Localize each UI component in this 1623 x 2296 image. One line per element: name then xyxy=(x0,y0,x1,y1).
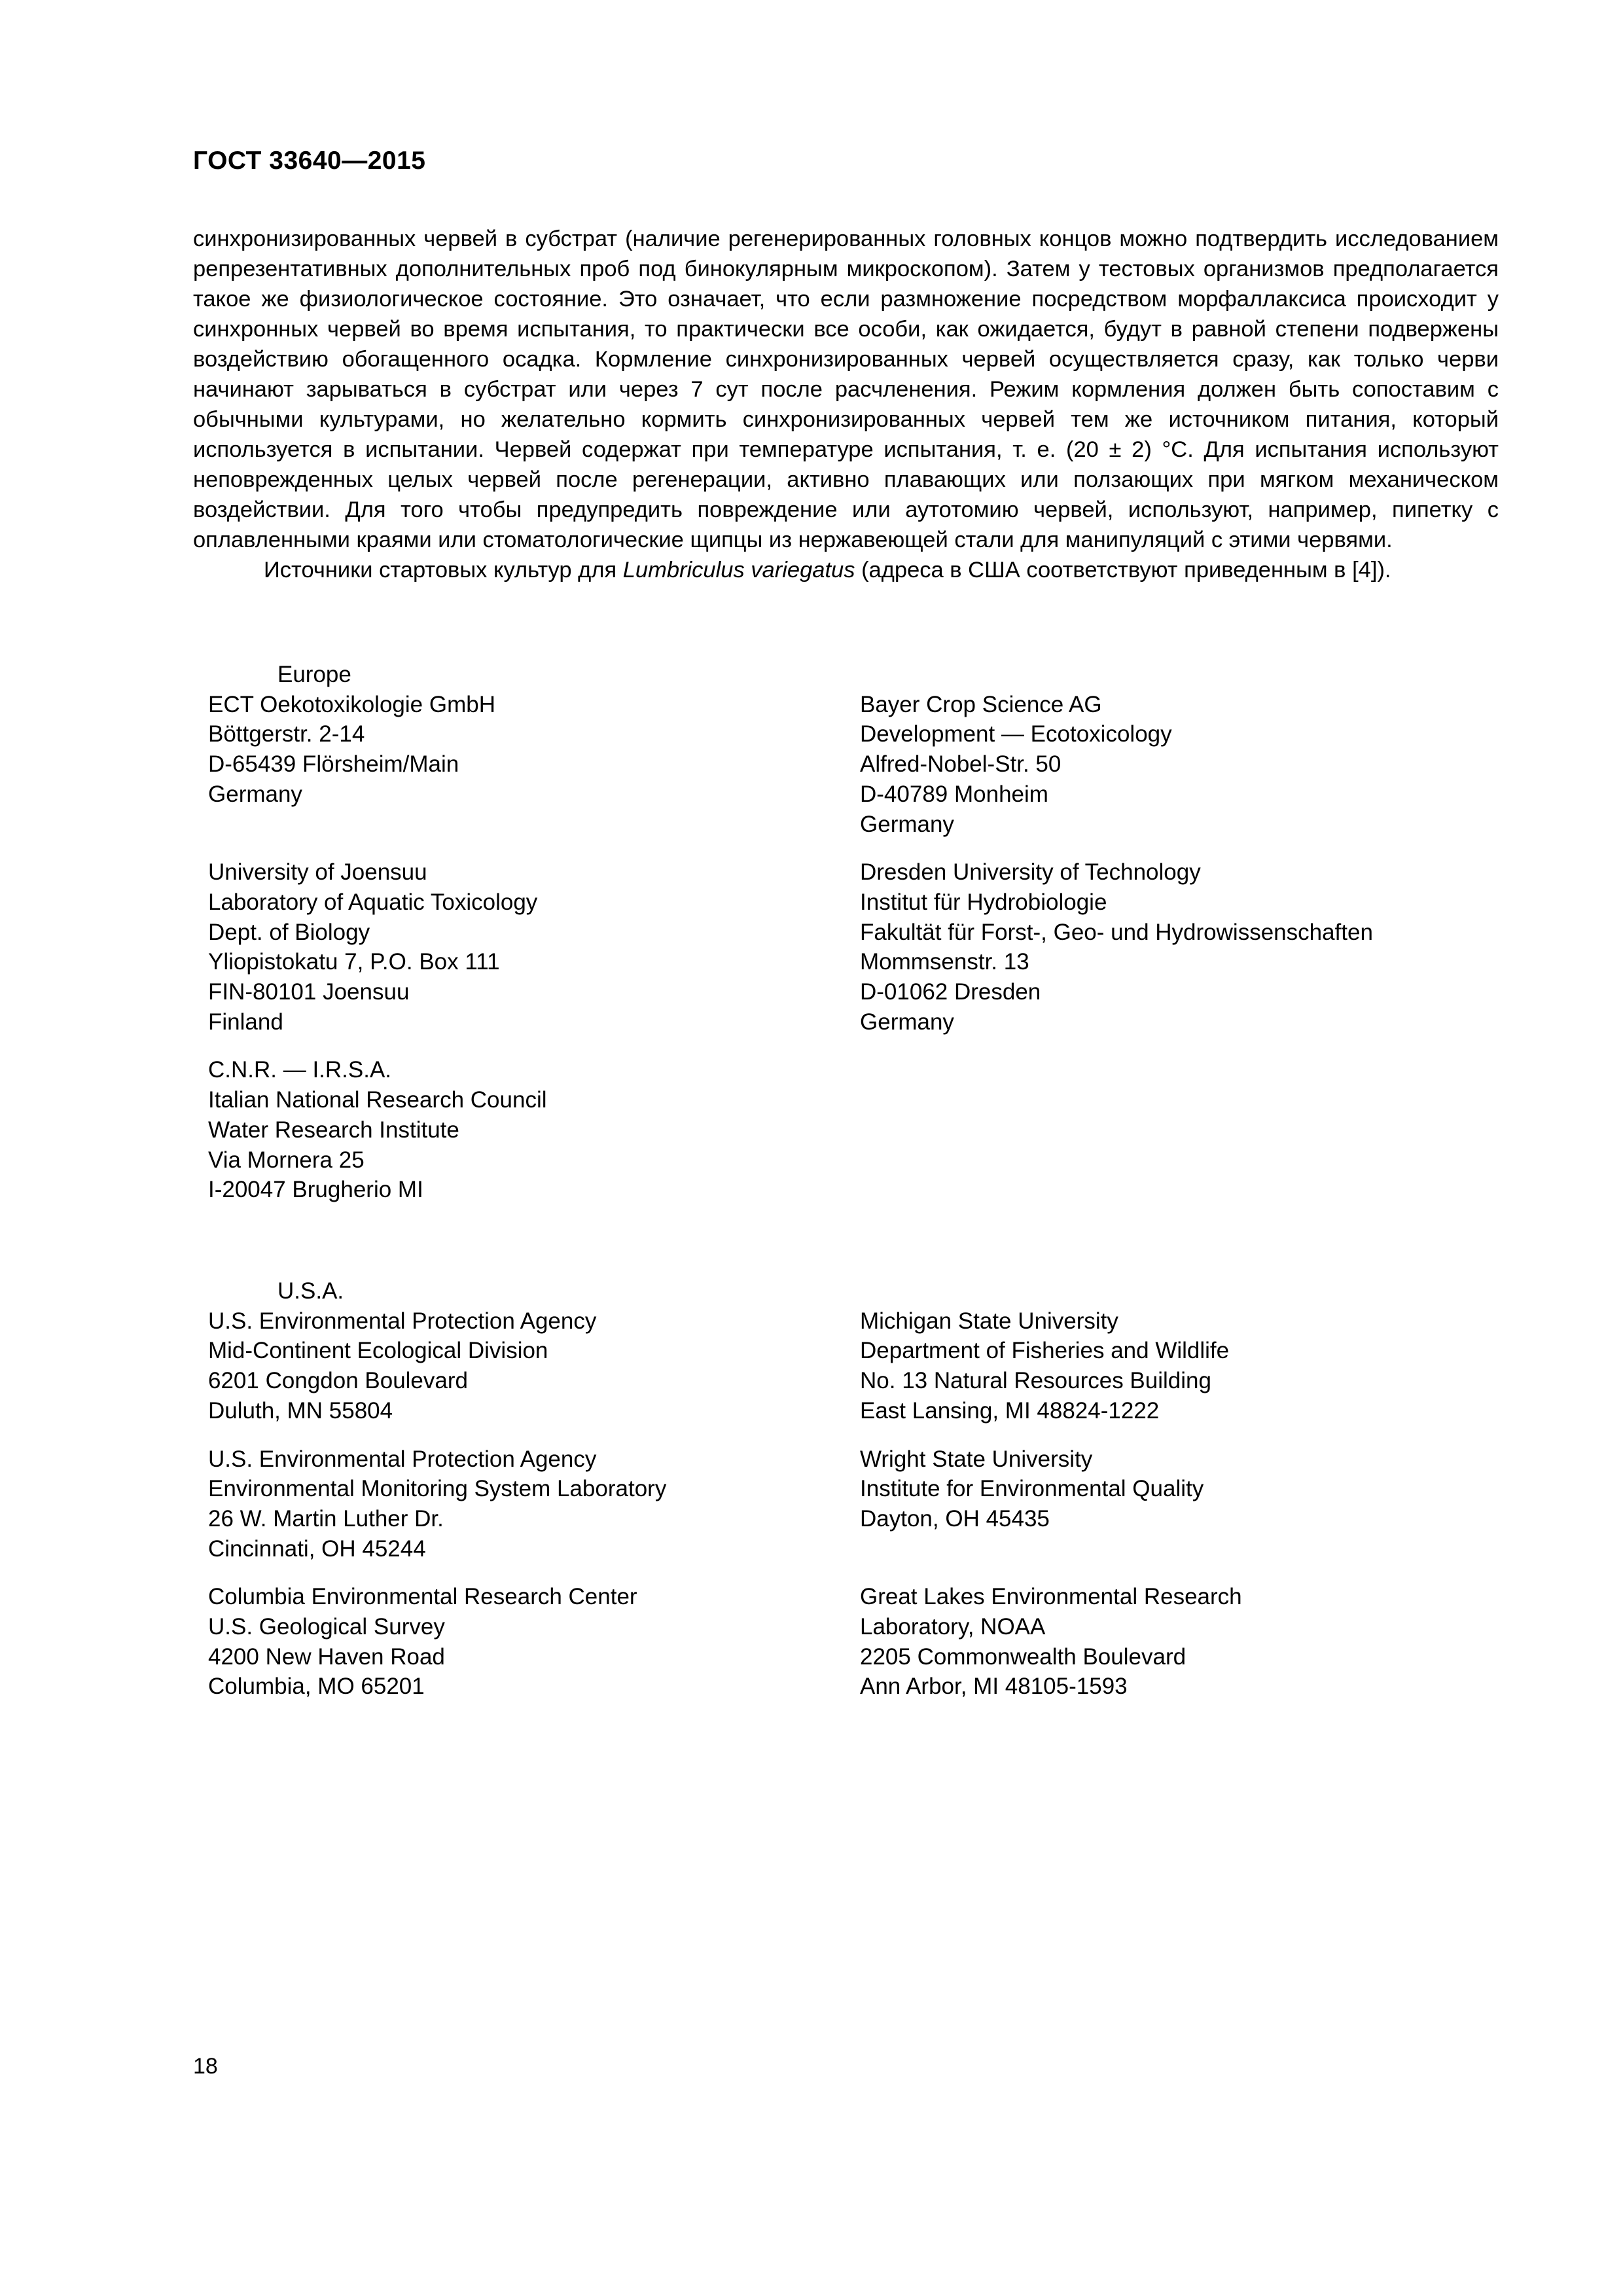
address-line: Yliopistokatu 7, P.O. Box 111 xyxy=(208,949,500,975)
address-block-right xyxy=(860,1306,1514,1426)
address-line: Germany xyxy=(208,781,302,807)
address-block-left xyxy=(208,1444,860,1564)
address-line: 4200 New Haven Road xyxy=(208,1643,445,1670)
species-name: Lumbriculus variegatus xyxy=(622,558,855,583)
paragraph-synchronized-worms: синхронизированных червей в субстрат (наличие регенерированных головных концов можно подтвердить исследованием репрезентативных дополнительных проб под бинокулярным микроскопом). Затем у тестовых организмов предполагается такое же физиологическое состояние. Это означает, что если размножение посредством морфаллаксиса происходит у синхронных червей во время испытания, то практически все особи, как ожидается, будут в равной степени подвержены воздействию обогащенного осадка. Кормление синхронизированных червей осуществляется сразу, как только черви начинают зарываться в субстрат или через 7 сут после расчленения. Режим кормления должен быть сопоставим с обычными культурами, но желательно кормить синхронизированных червей тем же источником питания, который используется в испытании. Червей содержат при температуре испытания, т. е. (20 ± 2) °С. Для испытания используют неповрежденных целых червей после регенерации, активно плавающих или ползающих при мягком механическом воздействии. Для того чтобы предупредить повреждение или аутотомию червей, используют, например, пипетку с оплавленными краями или стоматологические щипцы из нержавеющей стали для манипуляций с этими червями. xyxy=(193,226,1499,552)
address-line: Duluth, MN 55804 xyxy=(208,1397,393,1424)
address-line: Water Research Institute xyxy=(208,1117,459,1143)
address-line: ECT Oekotoxikologie GmbH xyxy=(208,691,495,717)
address-block-right xyxy=(860,1444,1514,1534)
address-block-left xyxy=(208,857,860,1037)
region-label-usa: U.S.A. xyxy=(277,1278,344,1304)
address-line: D-01062 Dresden xyxy=(860,979,1041,1005)
address-line: D-40789 Monheim xyxy=(860,781,1048,807)
address-line: Mid-Continent Ecological Division xyxy=(208,1338,548,1364)
address-row xyxy=(208,1306,1517,1444)
address-line: Ann Arbor, MI 48105-1593 xyxy=(860,1674,1128,1700)
address-line: Cincinnati, OH 45244 xyxy=(208,1535,426,1562)
address-line: 6201 Congdon Boulevard xyxy=(208,1368,468,1394)
address-row xyxy=(208,1582,1517,1720)
address-block-left xyxy=(208,690,860,810)
address-line: Laboratory, NOAA xyxy=(860,1614,1046,1640)
address-line: Great Lakes Environmental Research xyxy=(860,1584,1242,1610)
address-line: Department of Fisheries and Wildlife xyxy=(860,1338,1230,1364)
address-line: Columbia, MO 65201 xyxy=(208,1674,425,1700)
address-line: Italian National Research Council xyxy=(208,1087,547,1113)
page-number: 18 xyxy=(193,2054,218,2079)
address-line: Mommsenstr. 13 xyxy=(860,949,1029,975)
paragraph-culture-sources xyxy=(193,555,1499,585)
address-row xyxy=(208,1055,1517,1223)
address-block-left xyxy=(208,1582,860,1702)
address-line: U.S. Geological Survey xyxy=(208,1614,445,1640)
document-header: ГОСТ 33640—2015 xyxy=(193,147,426,175)
address-line: 26 W. Martin Luther Dr. xyxy=(208,1505,444,1532)
usa-addresses xyxy=(208,1276,1517,1720)
region-label-europe: Europe xyxy=(277,662,351,687)
address-line: 2205 Commonwealth Boulevard xyxy=(860,1643,1186,1670)
address-line: Dresden University of Technology xyxy=(860,859,1201,886)
address-line: No. 13 Natural Resources Building xyxy=(860,1368,1211,1394)
paragraph-culture-sources-prefix: Источники стартовых культур для xyxy=(264,558,623,583)
address-line: East Lansing, MI 48824-1222 xyxy=(860,1397,1160,1424)
address-line: Bayer Crop Science AG xyxy=(860,691,1102,717)
address-block-left xyxy=(208,1306,860,1426)
address-line: Böttgerstr. 2-14 xyxy=(208,721,365,747)
address-line: Dept. of Biology xyxy=(208,919,370,945)
address-block-right xyxy=(860,1582,1514,1702)
address-block-right xyxy=(860,690,1514,840)
address-block-right xyxy=(860,857,1514,1037)
address-line: Germany xyxy=(860,811,954,837)
address-line: Development — Ecotoxicology xyxy=(860,721,1172,747)
europe-addresses xyxy=(208,660,1517,1223)
address-line: Laboratory of Aquatic Toxicology xyxy=(208,889,538,915)
paragraph-culture-sources-suffix: (адреса в США соответствуют приведенным в [4]). xyxy=(855,558,1391,583)
address-line: I-20047 Brugherio MI xyxy=(208,1177,423,1203)
address-line: Institute for Environmental Quality xyxy=(860,1476,1204,1502)
address-line: Environmental Monitoring System Laboratory xyxy=(208,1476,667,1502)
address-line: Columbia Environmental Research Center xyxy=(208,1584,637,1610)
address-line: University of Joensuu xyxy=(208,859,427,886)
address-line: Germany xyxy=(860,1009,954,1035)
address-line: Alfred-Nobel-Str. 50 xyxy=(860,751,1061,778)
europe-address-rows xyxy=(208,690,1517,1223)
address-line: C.N.R. — I.R.S.A. xyxy=(208,1057,392,1083)
address-block-left xyxy=(208,1055,860,1205)
body-text xyxy=(193,224,1499,585)
address-line: Michigan State University xyxy=(860,1308,1118,1334)
address-line: Institut für Hydrobiologie xyxy=(860,889,1107,915)
address-row xyxy=(208,1444,1517,1583)
address-row xyxy=(208,857,1517,1055)
address-line: Dayton, OH 45435 xyxy=(860,1505,1050,1532)
address-row xyxy=(208,690,1517,858)
address-line: Finland xyxy=(208,1009,283,1035)
address-line: U.S. Environmental Protection Agency xyxy=(208,1446,597,1472)
address-line: Wright State University xyxy=(860,1446,1093,1472)
address-line: U.S. Environmental Protection Agency xyxy=(208,1308,597,1334)
address-line: Fakultät für Forst-, Geo- und Hydrowissenschaften xyxy=(860,919,1373,945)
address-line: FIN-80101 Joensuu xyxy=(208,979,410,1005)
address-line: Via Mornera 25 xyxy=(208,1147,365,1173)
usa-address-rows xyxy=(208,1306,1517,1720)
address-line: D-65439 Flörsheim/Main xyxy=(208,751,459,778)
